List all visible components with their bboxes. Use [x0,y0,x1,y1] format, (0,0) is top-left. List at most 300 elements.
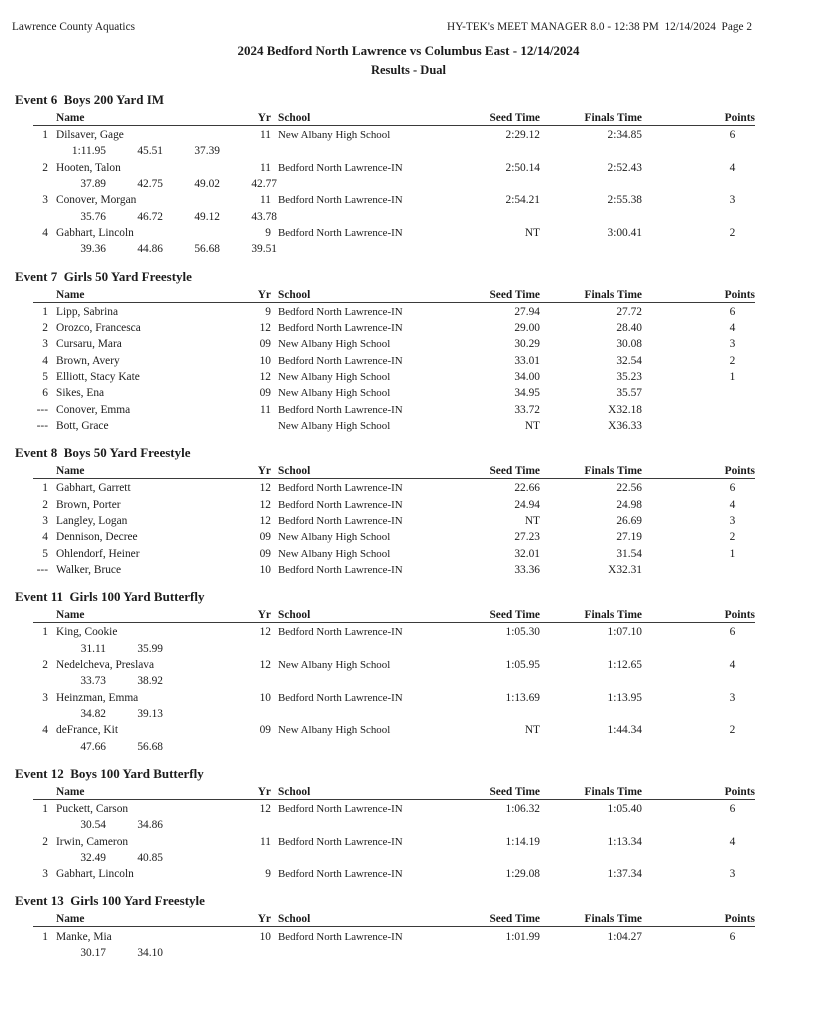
school-name: Bedford North Lawrence-IN [278,868,403,881]
seed-time: 27.94 [514,305,540,318]
finals-time: X32.18 [608,403,642,416]
split-time: 30.17 [80,946,106,959]
result-row [33,722,755,738]
seed-time: 29.00 [514,322,540,335]
place-cell: 6 [42,387,48,400]
results-header-row [33,288,755,303]
points-value: 3 [729,338,736,351]
column-header-points: Points [724,913,755,926]
school-name: Bedford North Lawrence-IN [278,626,403,639]
place-cell: 2 [42,161,48,174]
column-header-name: Name [56,288,85,301]
seed-time: NT [524,420,540,433]
points-value: 1 [729,371,736,384]
place-cell: 1 [42,930,48,943]
finals-time: 26.69 [616,515,642,528]
points-value: 4 [729,835,736,848]
finals-time: 27.19 [616,531,642,544]
event-title: Event 8 Boys 50 Yard Freestyle [15,445,191,461]
column-header-seed: Seed Time [489,609,540,622]
swimmer-name: Nedelcheva, Preslava [56,659,155,672]
column-header-yr: Yr [257,112,271,124]
column-header-yr: Yr [257,609,271,622]
swimmer-name: Orozco, Francesca [56,322,141,335]
event-title: Event 6 Boys 200 Yard IM [15,92,165,107]
splits-row [33,945,755,961]
column-header-points: Points [724,785,755,798]
splits-row [33,641,755,657]
split-time: 33.73 [80,675,106,688]
seed-time: 2:54.21 [505,194,540,207]
column-header-school: School [278,465,311,478]
seed-time: NT [524,724,540,737]
column-header-school: School [278,785,311,798]
finals-time: 1:37.34 [607,868,642,881]
column-header-school: School [278,288,311,301]
seed-time: 33.01 [514,354,540,367]
school-name: New Albany High School [278,371,391,384]
column-header-school: School [278,609,311,622]
split-time: 35.99 [137,642,163,655]
column-header-finals: Finals Time [584,609,642,622]
place-cell: 1 [42,305,48,318]
place-cell: 5 [42,371,48,384]
results-header-row [33,608,755,623]
swimmer-year: 12 [259,371,271,384]
finals-time: 35.57 [616,387,642,400]
column-header-name: Name [56,609,85,622]
points-value: 2 [729,354,736,367]
swimmer-name: Heinzman, Emma [56,691,139,704]
result-row [33,320,755,336]
place-cell: 3 [42,868,48,881]
school-name: Bedford North Lawrence-IN [278,403,403,416]
column-header-finals: Finals Time [584,913,642,926]
swimmer-year: 9 [265,868,271,881]
seed-time: 30.29 [514,338,540,351]
swimmer-name: Ohlendorf, Heiner [56,547,140,560]
school-name: Bedford North Lawrence-IN [278,482,403,495]
finals-time: 2:52.43 [607,161,642,174]
seed-time: 1:05.30 [505,626,540,639]
swimmer-year: 11 [260,129,271,142]
result-row [33,513,755,529]
column-header-finals: Finals Time [584,465,642,478]
swimmer-year: 10 [259,691,271,704]
result-row [33,866,755,882]
swimmer-name: Gabhart, Lincoln [56,868,134,881]
place-cell: --- [36,420,48,433]
column-header-finals: Finals Time [584,112,642,124]
organization: Lawrence County Aquatics [12,21,135,33]
event-section [15,589,755,755]
column-header-yr: Yr [257,288,271,301]
points-value: 6 [729,129,736,142]
school-name: Bedford North Lawrence-IN [278,691,403,704]
school-name: Bedford North Lawrence-IN [278,194,403,207]
split-time: 49.02 [194,178,220,191]
place-cell: --- [36,564,48,577]
swimmer-name: Gabhart, Garrett [56,482,131,495]
school-name: New Albany High School [278,547,391,560]
place-cell: 4 [42,227,48,240]
column-header-yr: Yr [257,913,271,926]
place-cell: 2 [42,498,48,511]
event-title: Event 13 Girls 100 Yard Freestyle [15,893,205,909]
points-value: 6 [729,930,736,943]
result-row [33,657,755,673]
finals-time: 30.08 [616,338,642,351]
meet-title: 2024 Bedford North Lawrence vs Columbus East - 12/14/2024 [237,43,580,58]
swimmer-year: 11 [260,194,271,207]
result-row [33,225,755,241]
finals-time: 1:05.40 [607,803,642,815]
school-name: New Albany High School [278,531,391,544]
swimmer-name: Brown, Porter [56,498,121,511]
seed-time: NT [524,515,540,528]
seed-time: 22.66 [514,482,540,495]
swimmer-name: Dennison, Decree [56,531,138,544]
school-name: Bedford North Lawrence-IN [278,835,403,848]
column-header-yr: Yr [257,785,271,798]
place-cell: 1 [42,482,48,495]
results-header-row [33,912,755,927]
seed-time: 1:29.08 [505,868,540,881]
place-cell: 3 [42,691,48,704]
result-row [33,497,755,513]
points-value: 3 [729,194,736,207]
split-time: 38.92 [137,675,163,688]
finals-time: 31.54 [616,547,642,560]
result-row [33,928,755,944]
school-name: Bedford North Lawrence-IN [278,322,403,335]
points-value: 3 [729,868,736,881]
result-row [33,336,755,352]
swimmer-year: 09 [259,338,271,351]
split-time: 56.68 [137,740,163,753]
finals-time: X32.31 [608,564,642,577]
seed-time: 1:14.19 [505,835,540,848]
splits-row [33,673,755,689]
split-time: 49.12 [194,210,220,223]
points-value: 6 [729,626,736,639]
swimmer-year: 12 [259,803,271,815]
points-value: 6 [729,482,736,495]
result-row [33,304,755,320]
column-header-school: School [278,112,311,124]
place-cell: 3 [42,515,48,528]
column-header-seed: Seed Time [489,465,540,478]
result-row [33,562,755,578]
points-value: 6 [729,305,736,318]
finals-time: 1:07.10 [607,626,642,639]
split-time: 34.82 [80,708,106,721]
swimmer-year: 09 [259,387,271,400]
splits-row [33,706,755,722]
column-header-name: Name [56,112,85,124]
swimmer-name: King, Cookie [56,626,118,639]
column-header-seed: Seed Time [489,785,540,798]
splits-row [33,176,755,192]
finals-time: 1:13.95 [607,691,642,704]
event-section [15,893,755,961]
split-time: 39.51 [251,243,277,256]
result-row [33,418,755,434]
place-cell: 5 [42,547,48,560]
place-cell: 3 [42,194,48,207]
swimmer-name: Puckett, Carson [56,803,129,815]
split-time: 37.39 [194,145,220,158]
finals-time: 35.23 [616,371,642,384]
splits-row [33,143,755,159]
event-section [15,92,755,258]
result-row [33,690,755,706]
finals-time: 22.56 [616,482,642,495]
result-row [33,480,755,496]
split-time: 40.85 [137,851,163,864]
result-row [33,353,755,369]
finals-time: 32.54 [616,354,642,367]
swimmer-name: Gabhart, Lincoln [56,227,134,240]
school-name: New Albany High School [278,338,391,351]
finals-time: 28.40 [616,322,642,335]
swimmer-name: Bott, Grace [56,420,109,433]
seed-time: 34.00 [514,371,540,384]
points-value: 3 [729,691,736,704]
place-cell: 2 [42,322,48,335]
result-row [33,192,755,208]
points-value: 4 [729,161,736,174]
place-cell: 1 [42,803,48,815]
swimmer-name: Elliott, Stacy Kate [56,371,140,384]
swimmer-year: 09 [259,531,271,544]
split-time: 1:11.95 [71,145,106,158]
swimmer-year: 11 [260,403,271,416]
column-header-seed: Seed Time [489,913,540,926]
swimmer-name: Irwin, Cameron [56,835,129,848]
school-name: New Albany High School [278,724,391,737]
school-name: New Albany High School [278,420,391,433]
school-name: New Albany High School [278,129,391,142]
place-cell: 4 [42,354,48,367]
swimmer-name: Lipp, Sabrina [56,305,119,318]
points-value: 1 [729,547,736,560]
column-header-points: Points [724,465,755,478]
swimmer-year: 12 [259,322,271,335]
result-row [33,801,755,817]
seed-time: 24.94 [514,498,540,511]
swimmer-year: 09 [259,547,271,560]
finals-time: 1:44.34 [607,724,642,737]
swimmer-name: Hooten, Talon [56,161,121,174]
split-time: 42.77 [251,178,277,191]
split-time: 34.86 [137,819,163,832]
column-header-finals: Finals Time [584,288,642,301]
swimmer-year: 12 [259,515,271,528]
results-header-row [33,464,755,479]
swimmer-name: Sikes, Ena [56,387,105,400]
points-value: 4 [729,498,736,511]
result-row [33,834,755,850]
result-row [33,402,755,418]
event-section [15,445,755,578]
event-title: Event 7 Girls 50 Yard Freestyle [15,268,192,284]
seed-time: 2:29.12 [505,129,540,142]
split-time: 39.36 [80,243,106,256]
swimmer-year: 11 [260,161,271,174]
result-row [33,529,755,545]
split-time: 46.72 [137,210,163,223]
place-cell: 2 [42,835,48,848]
swimmer-name: Conover, Emma [56,403,131,416]
column-header-name: Name [56,913,85,926]
splits-row [33,241,755,257]
results-header-row [33,785,755,800]
points-value: 4 [729,659,736,672]
split-time: 43.78 [251,210,277,223]
school-name: New Albany High School [278,387,391,400]
points-value: 2 [729,227,736,240]
place-cell: --- [36,403,48,416]
school-name: New Albany High School [278,659,391,672]
school-name: Bedford North Lawrence-IN [278,515,403,528]
event-section [15,765,755,883]
swimmer-year: 12 [259,626,271,639]
column-header-name: Name [56,785,85,798]
swimmer-year: 10 [259,564,271,577]
split-time: 35.76 [80,210,106,223]
results-header-row [33,111,755,126]
finals-time: 2:55.38 [607,194,642,207]
result-row [33,546,755,562]
event-title: Event 12 Boys 100 Yard Butterfly [15,765,204,781]
swimmer-year: 10 [259,354,271,367]
column-header-points: Points [724,112,755,124]
swimmer-name: Manke, Mia [56,930,112,943]
place-cell: 1 [42,626,48,639]
swimmer-year: 12 [259,498,271,511]
column-header-yr: Yr [257,465,271,478]
points-value: 4 [729,322,736,335]
split-time: 45.51 [137,145,163,158]
finals-time: 27.72 [616,305,642,318]
school-name: Bedford North Lawrence-IN [278,227,403,240]
result-row [33,160,755,176]
split-time: 37.89 [80,178,106,191]
place-cell: 3 [42,338,48,351]
event-title: Event 11 Girls 100 Yard Butterfly [15,589,205,605]
split-time: 44.86 [137,243,163,256]
split-time: 47.66 [80,740,106,753]
split-time: 56.68 [194,243,220,256]
swimmer-year: 09 [259,724,271,737]
school-name: Bedford North Lawrence-IN [278,354,403,367]
seed-time: 1:13.69 [505,691,540,704]
points-value: 6 [729,803,736,815]
points-value: 2 [729,531,736,544]
points-value: 2 [729,724,736,737]
school-name: Bedford North Lawrence-IN [278,305,403,318]
column-header-name: Name [56,465,85,478]
finals-time: 2:34.85 [607,129,642,142]
swimmer-year: 10 [259,930,271,943]
finals-time: 1:04.27 [607,930,642,943]
seed-time: 1:06.32 [505,803,540,815]
events [15,92,755,961]
finals-time: 1:12.65 [607,659,642,672]
finals-time: 1:13.34 [607,835,642,848]
splits-row [33,209,755,225]
seed-time: 32.01 [514,547,540,560]
swimmer-name: Conover, Morgan [56,194,137,207]
result-row [33,624,755,640]
result-row [33,385,755,401]
school-name: Bedford North Lawrence-IN [278,930,403,943]
swimmer-year: 9 [265,305,271,318]
splits-row [33,850,755,866]
swimmer-year: 12 [259,659,271,672]
school-name: Bedford North Lawrence-IN [278,803,403,815]
column-header-seed: Seed Time [489,288,540,301]
split-time: 39.13 [137,708,163,721]
place-cell: 4 [42,531,48,544]
swimmer-year: 9 [265,227,271,240]
seed-time: 34.95 [514,387,540,400]
split-time: 32.49 [80,851,106,864]
page-header [0,21,817,33]
place-cell: 2 [42,659,48,672]
seed-time: 1:05.95 [505,659,540,672]
seed-time: NT [524,227,540,240]
place-cell: 1 [42,129,48,142]
column-header-points: Points [724,288,755,301]
report-type: Results - Dual [370,63,446,77]
report-info: HY-TEK's MEET MANAGER 8.0 - 12:38 PM 12/14/2024 Page 2 [447,21,752,33]
place-cell: 4 [42,724,48,737]
finals-time: 24.98 [616,498,642,511]
seed-time: 1:01.99 [505,930,540,943]
swimmer-name: Langley, Logan [56,515,128,528]
seed-time: 33.36 [514,564,540,577]
points-value: 3 [729,515,736,528]
split-time: 42.75 [137,178,163,191]
swimmer-name: Dilsaver, Gage [56,129,124,142]
split-time: 31.11 [80,642,106,655]
swimmer-name: Walker, Bruce [56,564,122,577]
swimmer-name: Cursaru, Mara [56,338,122,351]
seed-time: 27.23 [514,531,540,544]
splits-row [33,739,755,755]
seed-time: 2:50.14 [505,161,540,174]
column-header-school: School [278,913,311,926]
result-row [33,369,755,385]
seed-time: 33.72 [514,403,540,416]
school-name: Bedford North Lawrence-IN [278,161,403,174]
finals-time: X36.33 [608,420,642,433]
column-header-finals: Finals Time [584,785,642,798]
swimmer-year: 12 [259,482,271,495]
event-section [15,268,755,435]
swimmer-name: Brown, Avery [56,354,120,367]
school-name: Bedford North Lawrence-IN [278,498,403,511]
finals-time: 3:00.41 [607,227,642,240]
swimmer-year: 11 [260,835,271,848]
column-header-points: Points [724,609,755,622]
split-time: 34.10 [137,946,163,959]
splits-row [33,817,755,833]
result-row [33,127,755,143]
column-header-seed: Seed Time [489,112,540,124]
